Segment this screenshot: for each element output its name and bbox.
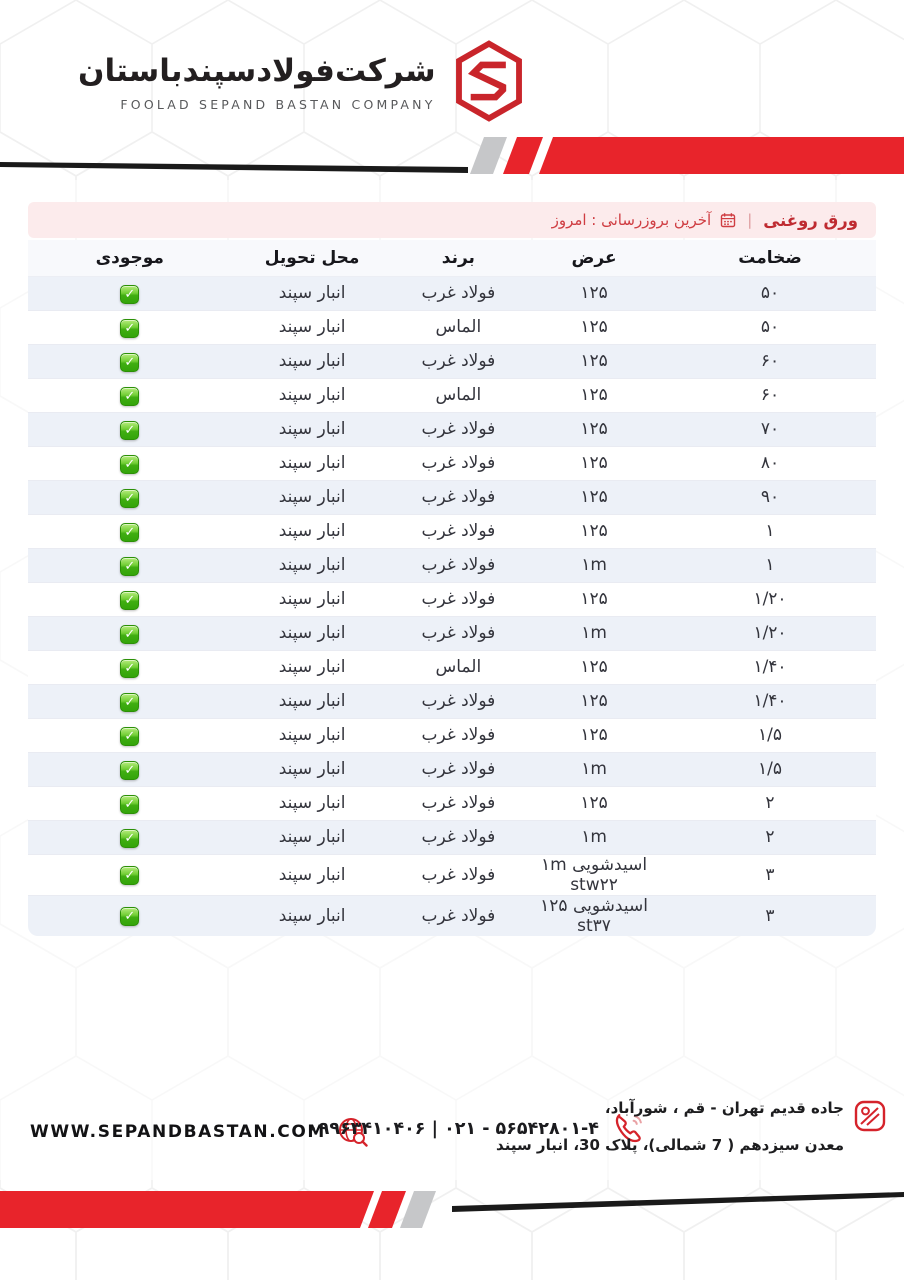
cell-brand: فولاد غرب [393,344,524,378]
cell-thickness: ۱/۴۰ [664,684,876,718]
cell-width: ۱m [524,820,664,854]
cell-brand: فولاد غرب [393,582,524,616]
table-row [28,820,876,854]
cell-availability [28,276,232,310]
cell-width: ۱۲۵ [524,344,664,378]
table-row [28,514,876,548]
cell-delivery: انبار سپند [232,718,393,752]
cell-brand: الماس [393,310,524,344]
cell-availability [28,752,232,786]
title-separator: | [747,211,753,229]
cell-delivery: انبار سپند [232,412,393,446]
check-icon: ✓ [120,489,139,508]
product-title-bar [28,202,876,238]
brand-name-english: FOOLAD SEPAND BASTAN COMPANY [120,97,436,113]
cell-width: ۱۲۵ [524,582,664,616]
check-icon: ✓ [120,319,139,338]
header-brand: برند [393,240,524,276]
cell-width: ۱m [524,752,664,786]
cell-brand: فولاد غرب [393,718,524,752]
address-group [496,1090,886,1164]
cell-thickness: ۱/۵ [664,718,876,752]
cell-delivery: انبار سپند [232,514,393,548]
cell-width: ۱۲۵ [524,684,664,718]
check-icon: ✓ [120,421,139,440]
table-row [28,310,876,344]
footer [0,1088,904,1180]
cell-brand: فولاد غرب [393,480,524,514]
cell-thickness: ۵۰ [664,310,876,344]
brand-text [78,50,436,112]
cell-delivery: انبار سپند [232,752,393,786]
check-icon: ✓ [120,387,139,406]
top-stripe-band [0,132,904,180]
cell-brand: فولاد غرب [393,616,524,650]
cell-width: ۱۲۵ [524,718,664,752]
cell-thickness: ۷۰ [664,412,876,446]
cell-delivery: انبار سپند [232,820,393,854]
cell-brand: فولاد غرب [393,548,524,582]
check-icon: ✓ [120,285,139,304]
address-line-1: جاده قدیم تهران - قم ، شورآباد، [604,1099,844,1117]
cell-availability [28,786,232,820]
cell-delivery: انبار سپند [232,684,393,718]
cell-thickness: ۱/۵ [664,752,876,786]
cell-width: ۱۲۵ [524,310,664,344]
table-header-row [28,240,876,276]
table-row [28,854,876,895]
cell-availability [28,616,232,650]
cell-thickness: ۸۰ [664,446,876,480]
cell-availability [28,480,232,514]
product-name: ورق روغنی [763,210,858,230]
cell-width: ۱m [524,616,664,650]
header-thickness: ضخامت [664,240,876,276]
address-line-2: معدن سیزدهم ( 7 شمالی)، پلاک 30، انبار سپند [496,1135,844,1154]
table-row [28,684,876,718]
cell-delivery: انبار سپند [232,854,393,895]
table-row [28,718,876,752]
brand-name-farsi: شرکت‌فولادسپندباستان [78,52,436,89]
table-row [28,548,876,582]
address-lines [496,1090,844,1164]
table-row [28,616,876,650]
cell-availability [28,854,232,895]
cell-delivery: انبار سپند [232,895,393,936]
stock-table [28,240,876,936]
cell-brand: فولاد غرب [393,412,524,446]
top-red-slash [503,137,543,174]
cell-availability [28,684,232,718]
table-row [28,276,876,310]
check-icon: ✓ [120,455,139,474]
table-row [28,582,876,616]
bottom-gray-slash [400,1191,436,1228]
cell-availability [28,514,232,548]
cell-thickness: ۲ [664,820,876,854]
cell-thickness: ۲ [664,786,876,820]
check-icon: ✓ [120,907,139,926]
table-row [28,378,876,412]
cell-thickness: ۱/۲۰ [664,582,876,616]
cell-thickness: ۳ [664,854,876,895]
cell-width: ۱۲۵ [524,786,664,820]
check-icon: ✓ [120,727,139,746]
check-icon: ✓ [120,761,139,780]
check-icon: ✓ [120,659,139,678]
table-row [28,344,876,378]
cell-width: ۱۲۵ اسیدشویی st۳۷ [524,895,664,936]
cell-thickness: ۶۰ [664,378,876,412]
cell-brand: فولاد غرب [393,895,524,936]
cell-delivery: انبار سپند [232,548,393,582]
check-icon: ✓ [120,557,139,576]
last-update-text: آخرین بروزرسانی : امروز [551,211,712,229]
check-icon: ✓ [120,693,139,712]
check-icon: ✓ [120,591,139,610]
top-black-line [0,162,468,173]
cell-delivery: انبار سپند [232,276,393,310]
bottom-stripe-band [0,1186,904,1234]
cell-width: ۱m اسیدشویی stw۲۲ [524,854,664,895]
cell-width: ۱۲۵ [524,480,664,514]
cell-thickness: ۱ [664,548,876,582]
cell-thickness: ۹۰ [664,480,876,514]
header-width: عرض [524,240,664,276]
table-row [28,480,876,514]
header-availability: موجودی [28,240,232,276]
table-row [28,650,876,684]
map-pin-icon [854,1100,886,1132]
bottom-black-line [452,1192,904,1212]
cell-delivery: انبار سپند [232,480,393,514]
cell-width: ۱۲۵ [524,446,664,480]
cell-brand: الماس [393,378,524,412]
calendar-icon [720,212,736,228]
check-icon: ✓ [120,353,139,372]
check-icon: ✓ [120,795,139,814]
cell-brand: فولاد غرب [393,786,524,820]
cell-delivery: انبار سپند [232,616,393,650]
table-body [28,276,876,936]
table-row [28,446,876,480]
cell-width: ۱۲۵ [524,650,664,684]
cell-brand: فولاد غرب [393,752,524,786]
table-row [28,752,876,786]
cell-thickness: ۵۰ [664,276,876,310]
cell-availability [28,378,232,412]
check-icon: ✓ [120,866,139,885]
cell-delivery: انبار سپند [232,786,393,820]
cell-width: ۱۲۵ [524,378,664,412]
cell-delivery: انبار سپند [232,310,393,344]
cell-thickness: ۱ [664,514,876,548]
check-icon: ✓ [120,829,139,848]
cell-brand: الماس [393,650,524,684]
cell-delivery: انبار سپند [232,650,393,684]
cell-availability [28,650,232,684]
cell-width: ۱۲۵ [524,412,664,446]
cell-availability [28,582,232,616]
phone-numbers: ۰۹۹۶۳۴۱۰۴۰۶ | ۰۲۱ - ۵۶۵۴۲۸۰۱-۴ [308,1118,599,1139]
cell-availability [28,895,232,936]
cell-delivery: انبار سپند [232,446,393,480]
cell-delivery: انبار سپند [232,582,393,616]
cell-availability [28,446,232,480]
cell-availability [28,310,232,344]
cell-thickness: ۳ [664,895,876,936]
cell-availability [28,820,232,854]
cell-brand: فولاد غرب [393,276,524,310]
cell-delivery: انبار سپند [232,378,393,412]
table-row [28,895,876,936]
cell-availability [28,718,232,752]
cell-width: ۱۲۵ [524,276,664,310]
table-row [28,786,876,820]
bottom-red-bar [0,1191,374,1228]
cell-brand: فولاد غرب [393,820,524,854]
website-url: WWW.SEPANDBASTAN.COM [30,1122,326,1142]
bottom-red-slash [368,1191,406,1228]
cell-brand: فولاد غرب [393,514,524,548]
check-icon: ✓ [120,625,139,644]
cell-brand: فولاد غرب [393,854,524,895]
company-logo-hexagon-s-icon [452,40,526,122]
table-row [28,412,876,446]
check-icon: ✓ [120,523,139,542]
cell-brand: فولاد غرب [393,446,524,480]
top-red-bar [539,137,904,174]
cell-brand: فولاد غرب [393,684,524,718]
cell-availability [28,548,232,582]
cell-thickness: ۱/۴۰ [664,650,876,684]
cell-availability [28,344,232,378]
top-gray-slash [470,137,507,174]
cell-width: ۱m [524,548,664,582]
header-delivery: محل تحویل [232,240,393,276]
cell-delivery: انبار سپند [232,344,393,378]
cell-width: ۱۲۵ [524,514,664,548]
cell-availability [28,412,232,446]
cell-thickness: ۶۰ [664,344,876,378]
header-brand [78,40,526,122]
cell-thickness: ۱/۲۰ [664,616,876,650]
